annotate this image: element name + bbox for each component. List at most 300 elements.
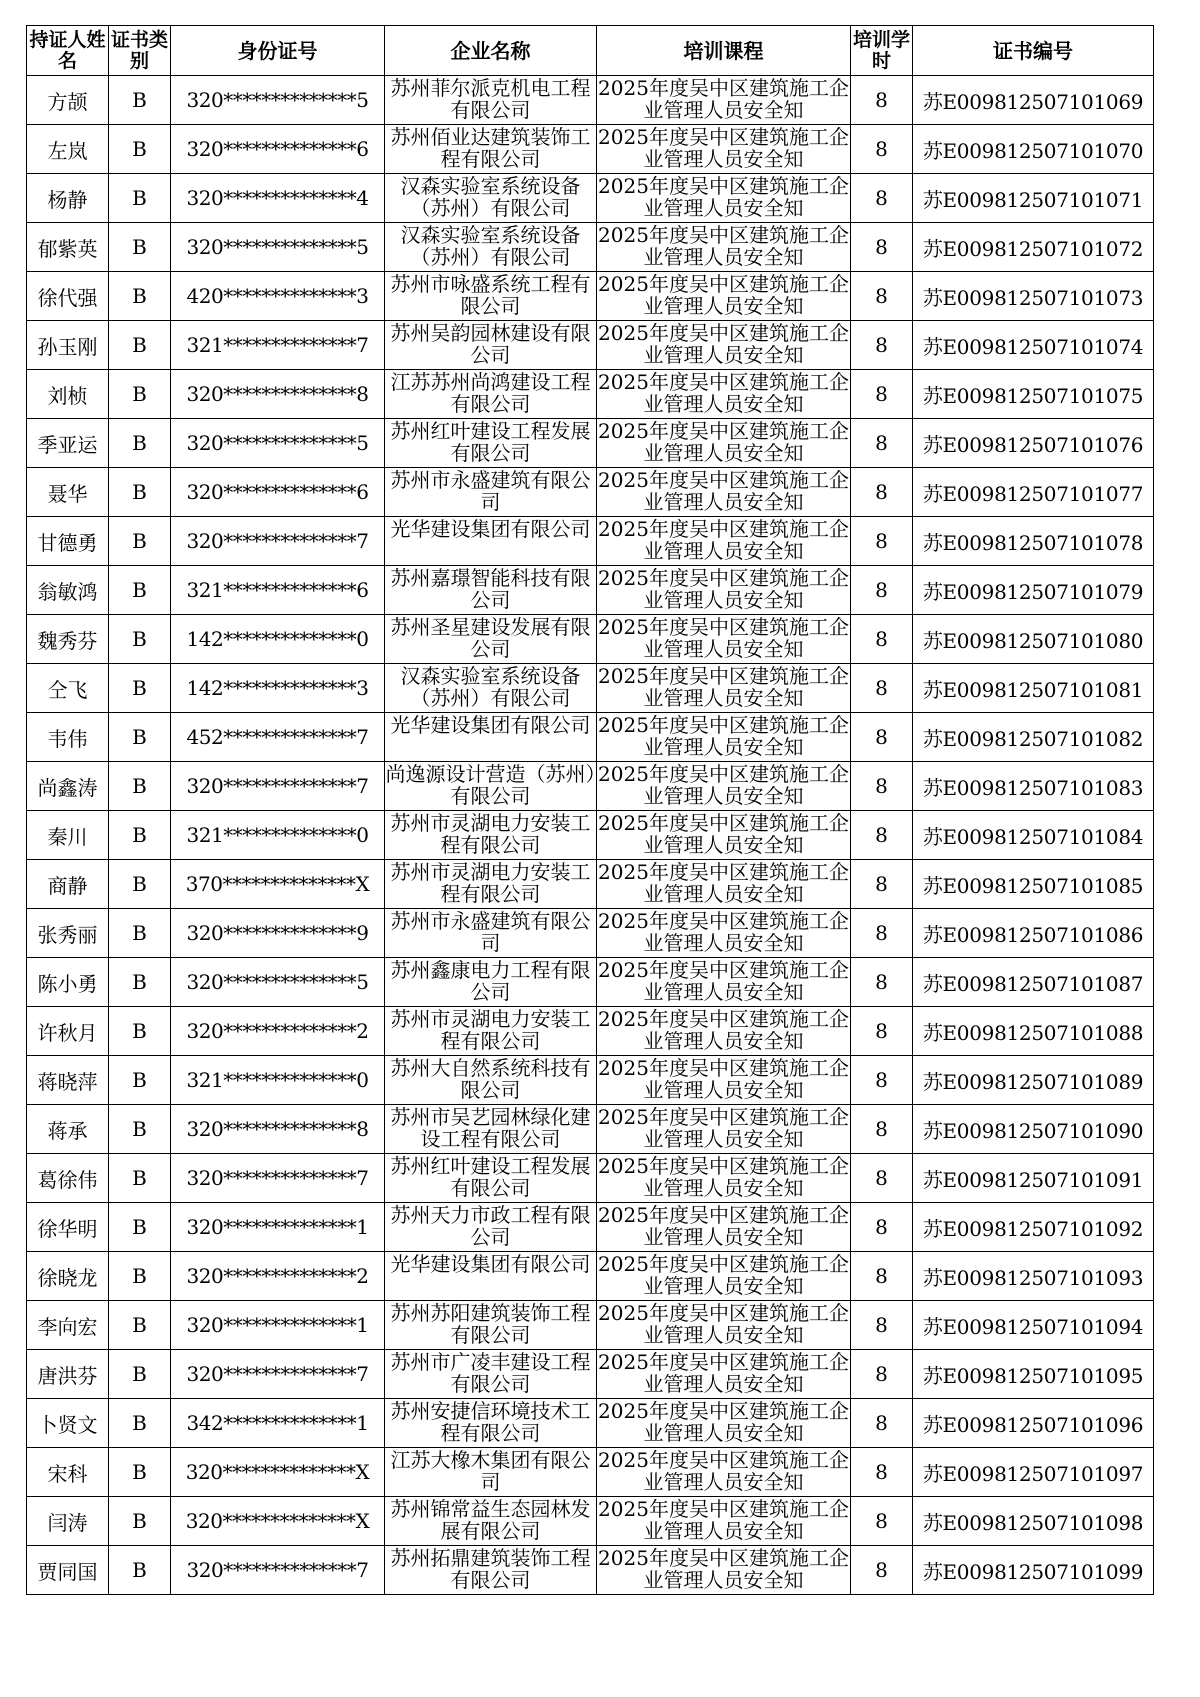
holder-name-cell: 徐代强 (27, 272, 109, 321)
training-course-cell-text: 2025年度吴中区建筑施工企业管理人员安全知 (598, 174, 849, 220)
table-row (27, 762, 1154, 811)
training-hours-cell: 8 (851, 909, 913, 958)
cert-number-cell: 苏E009812507101076 (913, 419, 1154, 468)
training-course-cell (597, 419, 851, 468)
cert-category-cell: B (109, 1105, 171, 1154)
training-course-cell-text: 2025年度吴中区建筑施工企业管理人员安全知 (598, 1399, 849, 1445)
company-name-cell (385, 1546, 597, 1595)
training-course-cell-text: 2025年度吴中区建筑施工企业管理人员安全知 (598, 1105, 849, 1151)
training-hours-cell: 8 (851, 958, 913, 1007)
training-course-cell-text: 2025年度吴中区建筑施工企业管理人员安全知 (598, 517, 849, 563)
training-hours-cell: 8 (851, 566, 913, 615)
header-id-number: 身份证号 (171, 26, 385, 76)
company-name-cell-text: 苏州市广凌丰建设工程有限公司 (390, 1350, 591, 1396)
id-number-cell: 321**************6 (171, 566, 385, 615)
training-course-cell-text: 2025年度吴中区建筑施工企业管理人员安全知 (598, 125, 849, 171)
holder-name-cell: 李向宏 (27, 1301, 109, 1350)
training-course-cell (597, 762, 851, 811)
id-number-cell: 321**************0 (171, 1056, 385, 1105)
training-hours-cell: 8 (851, 762, 913, 811)
company-name-cell (385, 1007, 597, 1056)
holder-name-cell: 张秀丽 (27, 909, 109, 958)
cert-number-cell: 苏E009812507101091 (913, 1154, 1154, 1203)
holder-name-cell: 陈小勇 (27, 958, 109, 1007)
company-name-cell-text: 苏州市永盛建筑有限公司 (390, 909, 591, 955)
holder-name-cell: 左岚 (27, 125, 109, 174)
company-name-cell (385, 174, 597, 223)
training-hours-cell: 8 (851, 1056, 913, 1105)
training-hours-cell: 8 (851, 370, 913, 419)
training-course-cell (597, 76, 851, 125)
training-hours-cell: 8 (851, 1399, 913, 1448)
cert-number-cell: 苏E009812507101085 (913, 860, 1154, 909)
company-name-cell-text: 汉森实验室系统设备（苏州）有限公司 (400, 174, 581, 220)
id-number-cell: 142**************0 (171, 615, 385, 664)
training-hours-cell: 8 (851, 1350, 913, 1399)
training-course-cell-text: 2025年度吴中区建筑施工企业管理人员安全知 (598, 958, 849, 1004)
header-company-name: 企业名称 (385, 26, 597, 76)
cert-category-cell: B (109, 1350, 171, 1399)
training-hours-cell: 8 (851, 419, 913, 468)
training-hours-cell: 8 (851, 1252, 913, 1301)
id-number-cell: 320**************7 (171, 1546, 385, 1595)
cert-number-cell: 苏E009812507101097 (913, 1448, 1154, 1497)
training-hours-cell: 8 (851, 125, 913, 174)
training-course-cell (597, 1056, 851, 1105)
holder-name-cell: 卜贤文 (27, 1399, 109, 1448)
id-number-cell: 321**************7 (171, 321, 385, 370)
training-course-cell (597, 321, 851, 370)
holder-name-cell: 郁紫英 (27, 223, 109, 272)
holder-name-cell: 孙玉刚 (27, 321, 109, 370)
training-hours-cell: 8 (851, 1301, 913, 1350)
training-course-cell-text: 2025年度吴中区建筑施工企业管理人员安全知 (598, 1350, 849, 1396)
training-hours-cell: 8 (851, 1105, 913, 1154)
cert-category-cell: B (109, 1056, 171, 1105)
cert-category-cell: B (109, 1007, 171, 1056)
table-row (27, 713, 1154, 762)
cert-number-cell: 苏E009812507101081 (913, 664, 1154, 713)
id-number-cell: 320**************1 (171, 1301, 385, 1350)
cert-category-cell: B (109, 811, 171, 860)
table-body (27, 76, 1154, 1595)
training-hours-cell: 8 (851, 1546, 913, 1595)
training-course-cell-text: 2025年度吴中区建筑施工企业管理人员安全知 (598, 1203, 849, 1249)
training-course-cell-text: 2025年度吴中区建筑施工企业管理人员安全知 (598, 713, 849, 759)
id-number-cell: 320**************7 (171, 1350, 385, 1399)
training-course-cell-text: 2025年度吴中区建筑施工企业管理人员安全知 (598, 1252, 849, 1298)
cert-category-cell: B (109, 370, 171, 419)
holder-name-cell: 杨静 (27, 174, 109, 223)
company-name-cell-text: 汉森实验室系统设备（苏州）有限公司 (400, 664, 581, 710)
cert-category-cell: B (109, 664, 171, 713)
holder-name-cell: 徐华明 (27, 1203, 109, 1252)
id-number-cell: 452**************7 (171, 713, 385, 762)
cert-category-cell: B (109, 958, 171, 1007)
holder-name-cell: 方颉 (27, 76, 109, 125)
company-name-cell (385, 321, 597, 370)
table-row (27, 566, 1154, 615)
cert-category-cell: B (109, 1497, 171, 1546)
table-row (27, 664, 1154, 713)
company-name-cell-text: 苏州市灵湖电力安装工程有限公司 (390, 811, 591, 857)
cert-number-cell: 苏E009812507101072 (913, 223, 1154, 272)
training-course-cell-text: 2025年度吴中区建筑施工企业管理人员安全知 (598, 272, 849, 318)
company-name-cell (385, 125, 597, 174)
training-course-cell-text: 2025年度吴中区建筑施工企业管理人员安全知 (598, 1448, 849, 1494)
training-course-cell-text: 2025年度吴中区建筑施工企业管理人员安全知 (598, 223, 849, 269)
holder-name-cell: 尚鑫涛 (27, 762, 109, 811)
id-number-cell: 420**************3 (171, 272, 385, 321)
id-number-cell: 320**************X (171, 1448, 385, 1497)
training-course-cell (597, 566, 851, 615)
company-name-cell-text: 苏州嘉璟智能科技有限公司 (390, 566, 591, 612)
company-name-cell (385, 223, 597, 272)
company-name-cell-text: 苏州市灵湖电力安装工程有限公司 (390, 860, 591, 906)
table-row (27, 174, 1154, 223)
training-hours-cell: 8 (851, 272, 913, 321)
table-row (27, 419, 1154, 468)
cert-number-cell: 苏E009812507101080 (913, 615, 1154, 664)
company-name-cell (385, 1399, 597, 1448)
holder-name-cell: 蒋承 (27, 1105, 109, 1154)
cert-number-cell: 苏E009812507101093 (913, 1252, 1154, 1301)
table-row (27, 958, 1154, 1007)
table-row (27, 1203, 1154, 1252)
training-course-cell-text: 2025年度吴中区建筑施工企业管理人员安全知 (598, 566, 849, 612)
cert-number-cell: 苏E009812507101088 (913, 1007, 1154, 1056)
id-number-cell: 142**************3 (171, 664, 385, 713)
cert-number-cell: 苏E009812507101071 (913, 174, 1154, 223)
holder-name-cell: 魏秀芬 (27, 615, 109, 664)
training-hours-cell: 8 (851, 321, 913, 370)
id-number-cell: 320**************9 (171, 909, 385, 958)
id-number-cell: 320**************5 (171, 419, 385, 468)
id-number-cell: 320**************7 (171, 517, 385, 566)
cert-category-cell: B (109, 1546, 171, 1595)
holder-name-cell: 商静 (27, 860, 109, 909)
company-name-cell-text: 苏州佰业达建筑装饰工程有限公司 (390, 125, 591, 171)
training-course-cell (597, 958, 851, 1007)
training-hours-cell: 8 (851, 1448, 913, 1497)
cert-number-cell: 苏E009812507101089 (913, 1056, 1154, 1105)
training-hours-cell: 8 (851, 223, 913, 272)
id-number-cell: 320**************1 (171, 1203, 385, 1252)
company-name-cell-text: 苏州菲尔派克机电工程有限公司 (390, 76, 591, 122)
training-course-cell (597, 1252, 851, 1301)
id-number-cell: 320**************7 (171, 1154, 385, 1203)
cert-category-cell: B (109, 713, 171, 762)
cert-number-cell: 苏E009812507101090 (913, 1105, 1154, 1154)
cert-category-cell: B (109, 223, 171, 272)
training-course-cell-text: 2025年度吴中区建筑施工企业管理人员安全知 (598, 811, 849, 857)
company-name-cell (385, 958, 597, 1007)
cert-number-cell: 苏E009812507101084 (913, 811, 1154, 860)
training-hours-cell: 8 (851, 811, 913, 860)
cert-category-cell: B (109, 321, 171, 370)
cert-number-cell: 苏E009812507101096 (913, 1399, 1154, 1448)
training-hours-cell: 8 (851, 860, 913, 909)
cert-category-cell: B (109, 125, 171, 174)
company-name-cell (385, 811, 597, 860)
training-course-cell (597, 1203, 851, 1252)
training-hours-cell: 8 (851, 1154, 913, 1203)
training-course-cell (597, 1105, 851, 1154)
holder-name-cell: 唐洪芬 (27, 1350, 109, 1399)
training-course-cell-text: 2025年度吴中区建筑施工企业管理人员安全知 (598, 762, 849, 808)
id-number-cell: 320**************8 (171, 1105, 385, 1154)
cert-category-cell: B (109, 174, 171, 223)
cert-number-cell: 苏E009812507101078 (913, 517, 1154, 566)
company-name-cell (385, 1350, 597, 1399)
training-course-cell-text: 2025年度吴中区建筑施工企业管理人员安全知 (598, 321, 849, 367)
table-row (27, 517, 1154, 566)
table-row (27, 370, 1154, 419)
training-hours-cell: 8 (851, 468, 913, 517)
company-name-cell-text: 汉森实验室系统设备（苏州）有限公司 (400, 223, 581, 269)
table-row (27, 1007, 1154, 1056)
cert-category-cell: B (109, 1154, 171, 1203)
id-number-cell: 320**************5 (171, 223, 385, 272)
company-name-cell (385, 272, 597, 321)
training-course-cell (597, 664, 851, 713)
cert-number-cell: 苏E009812507101087 (913, 958, 1154, 1007)
cert-category-cell: B (109, 909, 171, 958)
id-number-cell: 320**************2 (171, 1252, 385, 1301)
holder-name-cell: 徐晓龙 (27, 1252, 109, 1301)
cert-number-cell: 苏E009812507101094 (913, 1301, 1154, 1350)
training-course-cell (597, 860, 851, 909)
training-course-cell-text: 2025年度吴中区建筑施工企业管理人员安全知 (598, 1546, 849, 1592)
id-number-cell: 320**************4 (171, 174, 385, 223)
cert-number-cell: 苏E009812507101073 (913, 272, 1154, 321)
company-name-cell-text: 光华建设集团有限公司 (390, 1252, 591, 1276)
holder-name-cell: 闫涛 (27, 1497, 109, 1546)
cert-category-cell: B (109, 566, 171, 615)
company-name-cell (385, 1448, 597, 1497)
table-header (27, 26, 1154, 76)
table-row (27, 76, 1154, 125)
company-name-cell (385, 1497, 597, 1546)
company-name-cell (385, 909, 597, 958)
training-course-cell-text: 2025年度吴中区建筑施工企业管理人员安全知 (598, 1154, 849, 1200)
training-course-cell (597, 370, 851, 419)
training-course-cell-text: 2025年度吴中区建筑施工企业管理人员安全知 (598, 615, 849, 661)
holder-name-cell: 季亚运 (27, 419, 109, 468)
training-course-cell (597, 1350, 851, 1399)
holder-name-cell: 蒋晓萍 (27, 1056, 109, 1105)
id-number-cell: 342**************1 (171, 1399, 385, 1448)
certificate-table (26, 25, 1154, 1595)
header-cert-number: 证书编号 (913, 26, 1154, 76)
table-row (27, 909, 1154, 958)
training-hours-cell: 8 (851, 517, 913, 566)
company-name-cell (385, 1301, 597, 1350)
cert-number-cell: 苏E009812507101092 (913, 1203, 1154, 1252)
holder-name-cell: 仝飞 (27, 664, 109, 713)
training-course-cell (597, 1497, 851, 1546)
cert-number-cell: 苏E009812507101099 (913, 1546, 1154, 1595)
training-course-cell (597, 811, 851, 860)
holder-name-cell: 聂华 (27, 468, 109, 517)
cert-category-cell: B (109, 860, 171, 909)
table-row (27, 223, 1154, 272)
company-name-cell-text: 苏州圣星建设发展有限公司 (390, 615, 591, 661)
cert-number-cell: 苏E009812507101095 (913, 1350, 1154, 1399)
training-course-cell (597, 1399, 851, 1448)
id-number-cell: 320**************5 (171, 958, 385, 1007)
cert-category-cell: B (109, 1203, 171, 1252)
table-row (27, 860, 1154, 909)
holder-name-cell: 许秋月 (27, 1007, 109, 1056)
training-hours-cell: 8 (851, 1007, 913, 1056)
training-course-cell-text: 2025年度吴中区建筑施工企业管理人员安全知 (598, 909, 849, 955)
cert-category-cell: B (109, 1448, 171, 1497)
cert-category-cell: B (109, 1399, 171, 1448)
training-course-cell (597, 615, 851, 664)
training-hours-cell: 8 (851, 615, 913, 664)
cert-number-cell: 苏E009812507101086 (913, 909, 1154, 958)
company-name-cell (385, 1154, 597, 1203)
training-course-cell (597, 174, 851, 223)
company-name-cell-text: 苏州市灵湖电力安装工程有限公司 (390, 1007, 591, 1053)
company-name-cell-text: 苏州市永盛建筑有限公司 (390, 468, 591, 514)
training-course-cell (597, 1154, 851, 1203)
company-name-cell-text: 苏州市吴艺园林绿化建设工程有限公司 (390, 1105, 591, 1151)
holder-name-cell: 葛徐伟 (27, 1154, 109, 1203)
holder-name-cell: 秦川 (27, 811, 109, 860)
table-row (27, 468, 1154, 517)
company-name-cell-text: 苏州天力市政工程有限公司 (390, 1203, 591, 1249)
holder-name-cell: 贾同国 (27, 1546, 109, 1595)
training-course-cell (597, 468, 851, 517)
company-name-cell (385, 615, 597, 664)
company-name-cell (385, 1056, 597, 1105)
company-name-cell (385, 762, 597, 811)
company-name-cell-text: 江苏苏州尚鸿建设工程有限公司 (390, 370, 591, 416)
training-course-cell-text: 2025年度吴中区建筑施工企业管理人员安全知 (598, 370, 849, 416)
company-name-cell-text: 苏州鑫康电力工程有限公司 (390, 958, 591, 1004)
training-hours-cell: 8 (851, 1497, 913, 1546)
company-name-cell (385, 370, 597, 419)
table-row (27, 1301, 1154, 1350)
training-hours-cell: 8 (851, 174, 913, 223)
training-course-cell (597, 517, 851, 566)
company-name-cell (385, 713, 597, 762)
training-hours-cell: 8 (851, 1203, 913, 1252)
table-row (27, 1350, 1154, 1399)
id-number-cell: 320**************7 (171, 762, 385, 811)
table-row (27, 811, 1154, 860)
training-hours-cell: 8 (851, 713, 913, 762)
holder-name-cell: 甘德勇 (27, 517, 109, 566)
cert-category-cell: B (109, 1252, 171, 1301)
table-row (27, 1154, 1154, 1203)
cert-number-cell: 苏E009812507101070 (913, 125, 1154, 174)
company-name-cell (385, 860, 597, 909)
table-row (27, 321, 1154, 370)
table-row (27, 1105, 1154, 1154)
holder-name-cell: 宋科 (27, 1448, 109, 1497)
cert-number-cell: 苏E009812507101074 (913, 321, 1154, 370)
id-number-cell: 320**************6 (171, 468, 385, 517)
cert-category-cell: B (109, 468, 171, 517)
cert-category-cell: B (109, 517, 171, 566)
company-name-cell-text: 苏州拓鼎建筑装饰工程有限公司 (390, 1546, 591, 1592)
company-name-cell-text: 苏州苏阳建筑装饰工程有限公司 (390, 1301, 591, 1347)
company-name-cell-text: 苏州红叶建设工程发展有限公司 (390, 1154, 591, 1200)
table-row (27, 1399, 1154, 1448)
company-name-cell (385, 419, 597, 468)
cert-category-cell: B (109, 419, 171, 468)
company-name-cell (385, 566, 597, 615)
training-course-cell (597, 1007, 851, 1056)
cert-number-cell: 苏E009812507101098 (913, 1497, 1154, 1546)
training-course-cell (597, 1448, 851, 1497)
cert-category-cell: B (109, 1301, 171, 1350)
table-row (27, 272, 1154, 321)
cert-number-cell: 苏E009812507101082 (913, 713, 1154, 762)
table-row (27, 1497, 1154, 1546)
id-number-cell: 321**************0 (171, 811, 385, 860)
cert-number-cell: 苏E009812507101079 (913, 566, 1154, 615)
header-training-hours: 培训学时 (851, 26, 913, 76)
table-row (27, 1056, 1154, 1105)
training-course-cell-text: 2025年度吴中区建筑施工企业管理人员安全知 (598, 419, 849, 465)
id-number-cell: 370**************X (171, 860, 385, 909)
training-course-cell (597, 909, 851, 958)
training-course-cell-text: 2025年度吴中区建筑施工企业管理人员安全知 (598, 860, 849, 906)
training-course-cell (597, 1546, 851, 1595)
cert-number-cell: 苏E009812507101075 (913, 370, 1154, 419)
company-name-cell-text: 尚逸源设计营造（苏州）有限公司 (385, 762, 596, 808)
company-name-cell-text: 江苏大橡木集团有限公司 (390, 1448, 591, 1494)
company-name-cell (385, 664, 597, 713)
company-name-cell (385, 1203, 597, 1252)
cert-category-cell: B (109, 76, 171, 125)
company-name-cell-text: 光华建设集团有限公司 (390, 713, 591, 737)
table-row (27, 615, 1154, 664)
training-course-cell (597, 1301, 851, 1350)
cert-number-cell: 苏E009812507101077 (913, 468, 1154, 517)
cert-category-cell: B (109, 615, 171, 664)
table-row (27, 1546, 1154, 1595)
training-course-cell (597, 223, 851, 272)
id-number-cell: 320**************8 (171, 370, 385, 419)
cert-number-cell: 苏E009812507101083 (913, 762, 1154, 811)
cert-category-cell: B (109, 272, 171, 321)
training-course-cell (597, 713, 851, 762)
header-holder-name: 持证人姓名 (27, 26, 109, 76)
cert-number-cell: 苏E009812507101069 (913, 76, 1154, 125)
id-number-cell: 320**************6 (171, 125, 385, 174)
cert-category-cell: B (109, 762, 171, 811)
training-course-cell-text: 2025年度吴中区建筑施工企业管理人员安全知 (598, 1497, 849, 1543)
company-name-cell-text: 苏州大自然系统科技有限公司 (390, 1056, 591, 1102)
training-course-cell-text: 2025年度吴中区建筑施工企业管理人员安全知 (598, 1056, 849, 1102)
training-course-cell-text: 2025年度吴中区建筑施工企业管理人员安全知 (598, 1301, 849, 1347)
company-name-cell-text: 苏州安捷信环境技术工程有限公司 (390, 1399, 591, 1445)
training-hours-cell: 8 (851, 76, 913, 125)
id-number-cell: 320**************X (171, 1497, 385, 1546)
table-row (27, 1448, 1154, 1497)
id-number-cell: 320**************2 (171, 1007, 385, 1056)
company-name-cell-text: 苏州红叶建设工程发展有限公司 (390, 419, 591, 465)
company-name-cell (385, 1252, 597, 1301)
holder-name-cell: 韦伟 (27, 713, 109, 762)
id-number-cell: 320**************5 (171, 76, 385, 125)
header-cert-category: 证书类别 (109, 26, 171, 76)
